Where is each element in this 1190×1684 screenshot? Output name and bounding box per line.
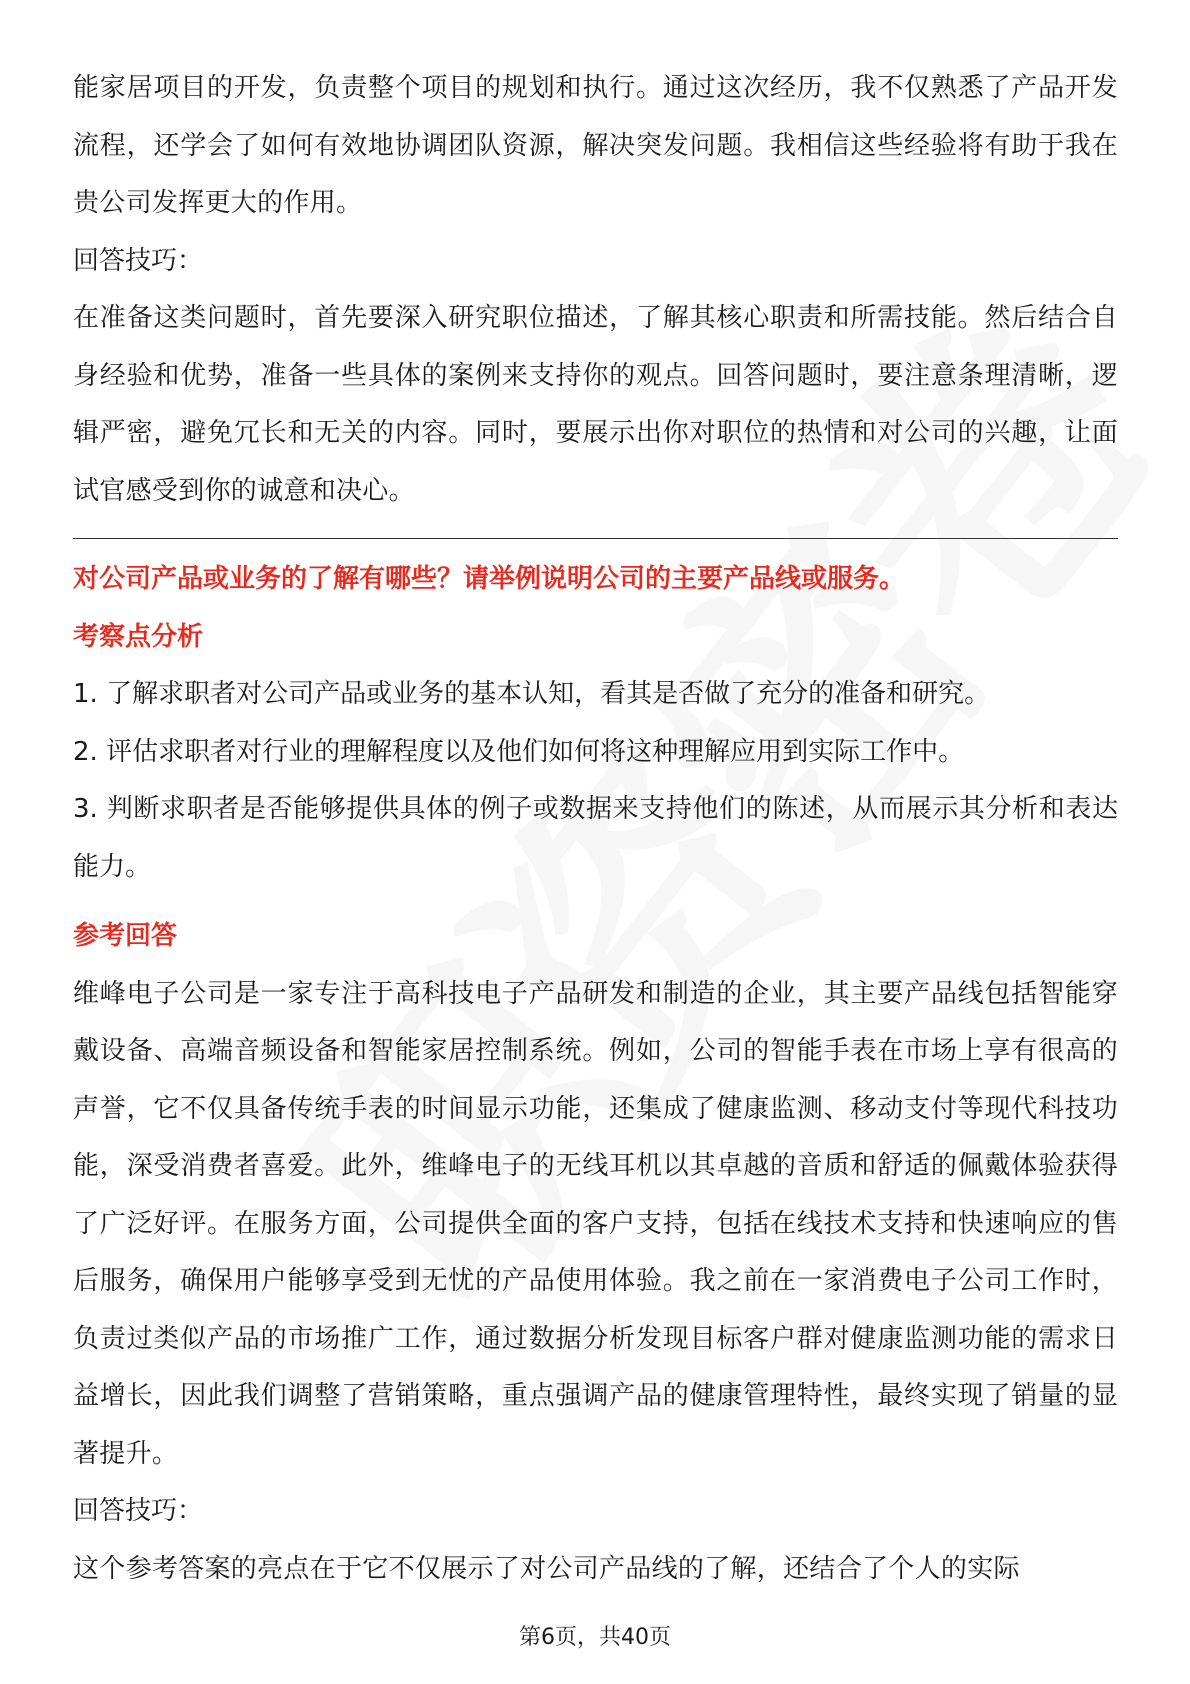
intro-paragraph: 能家居项目的开发，负责整个项目的规划和执行。通过这次经历，我不仅熟悉了产品开发流程，还学会了如何有效地协调团队资源，解决突发问题。我相信这些经验将有助于我在贵公司发挥更大的作用。 bbox=[73, 73, 1118, 218]
answer-text: 维峰电子公司是一家专注于高科技电子产品研发和制造的企业，其主要产品线包括智能穿戴设备、高端音频设备和智能家居控制系统。例如，公司的智能手表在市场上享有很高的声誉，它不仅具备传统手表的时间显示功能，还集成了健康监测、移动支付等现代科技功能，深受消费者喜爱。此外，维峰电子的无线耳机以其卓越的音质和舒适的佩戴体验获得了广泛好评。在服务方面，公司提供全面的客户支持，包括在线技术支持和快速响应的售后服务，确保用户能够享受到无忧的产品使用体验。我之前在一家消费电子公司工作时，负责过类似产品的市场推广工作，通过数据分析发现目标客户群对健康监测功能的需求日益增长，因此我们调整了营销策略，重点强调产品的健康管理特性，最终实现了销量的显著提升。 bbox=[73, 978, 1118, 1469]
analysis-item-2: 2. 评估求职者对行业的理解程度以及他们如何将这种理解应用到实际工作中。 bbox=[73, 736, 965, 767]
analysis-item-1: 1. 了解求职者对公司产品或业务的基本认知，看其是否做了充分的准备和研究。 bbox=[73, 679, 991, 709]
answer-tips-label: 回答技巧： bbox=[73, 1496, 204, 1526]
answer-heading: 参考回答 bbox=[73, 921, 178, 951]
intro-tips-label: 回答技巧： bbox=[73, 245, 204, 276]
section-divider bbox=[73, 538, 1118, 539]
question-title: 对公司产品或业务的了解有哪些？请举例说明公司的主要产品线或服务。 bbox=[73, 564, 906, 594]
document-content bbox=[73, 60, 1118, 1598]
intro-tips-text: 在准备这类问题时，首先要深入研究职位描述，了解其核心职责和所需技能。然后结合自身经验和优势，准备一些具体的案例来支持你的观点。回答问题时，要注意条理清晰，逻辑严密，避免冗长和无关的内容。同时，要展示出你对职位的热情和对公司的兴趣，让面试官感受到你的诚意和决心。 bbox=[73, 303, 1118, 506]
page-number: 第6页，共40页 bbox=[519, 1625, 671, 1650]
analysis-heading: 考察点分析 bbox=[73, 621, 204, 652]
answer-tips-text: 这个参考答案的亮点在于它不仅展示了对公司产品线的了解，还结合了个人的实际 bbox=[73, 1553, 1020, 1584]
analysis-item-3: 3. 判断求职者是否能够提供具体的例子或数据来支持他们的陈述，从而展示其分析和表达能力。 bbox=[73, 794, 1118, 882]
